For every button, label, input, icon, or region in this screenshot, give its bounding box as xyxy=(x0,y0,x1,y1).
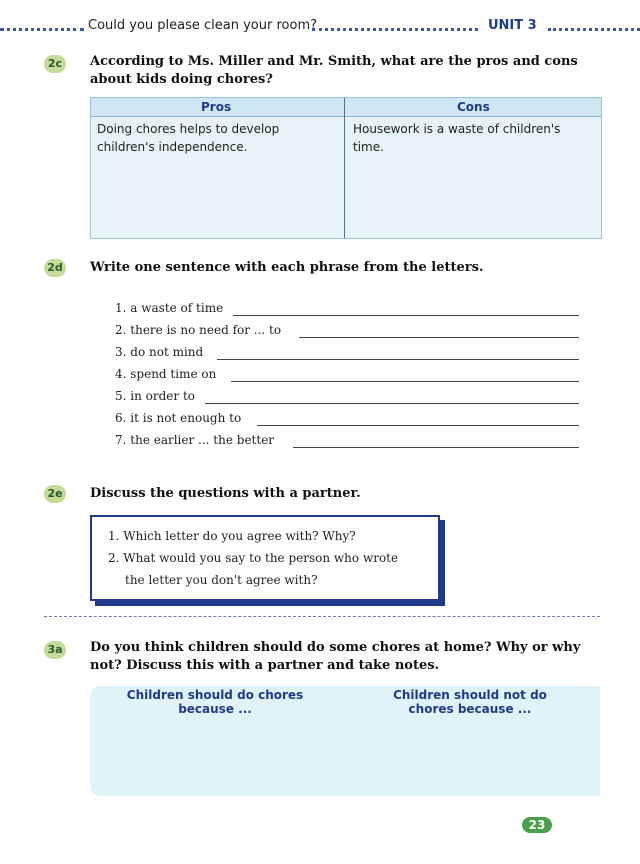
header-dots-right xyxy=(548,28,640,31)
phrase-row xyxy=(115,345,581,363)
cons-cell-line1: Housework is a waste of children's xyxy=(353,122,561,136)
answer-line[interactable] xyxy=(299,337,579,338)
phrase-text: 7. the earlier ... the better xyxy=(115,433,275,447)
question-2-continued: the letter you don't agree with? xyxy=(125,573,318,587)
phrase-row xyxy=(115,389,581,407)
instruction-2c xyxy=(90,53,578,89)
question-2: 2. What would you say to the person who wrote xyxy=(108,551,399,565)
badge-3a: 3a xyxy=(44,641,66,659)
notes-right-line1: Children should not do xyxy=(393,688,547,702)
header-dots-middle xyxy=(312,28,478,31)
instruction-2c-line2: about kids doing chores? xyxy=(90,72,273,87)
answer-line[interactable] xyxy=(233,315,579,316)
badge-2d: 2d xyxy=(44,259,66,277)
pros-cons-table xyxy=(90,97,602,239)
badge-2c: 2c xyxy=(44,55,66,73)
answer-line[interactable] xyxy=(293,447,579,448)
unit-label: UNIT 3 xyxy=(488,18,537,33)
column-divider xyxy=(344,98,345,238)
answer-line[interactable] xyxy=(257,425,579,426)
phrase-text: 5. in order to xyxy=(115,389,195,403)
discussion-questions-box xyxy=(90,515,440,601)
pros-header: Pros xyxy=(201,100,232,114)
phrase-text: 2. there is no need for ... to xyxy=(115,323,282,337)
phrase-row xyxy=(115,367,581,385)
instruction-3a xyxy=(90,639,580,675)
phrase-row xyxy=(115,411,581,429)
notes-left-line1: Children should do chores xyxy=(126,688,304,702)
cons-header: Cons xyxy=(457,100,490,114)
cons-cell[interactable] xyxy=(353,120,560,156)
answer-line[interactable] xyxy=(217,359,579,360)
table-header-row xyxy=(91,98,601,117)
instruction-2d: Write one sentence with each phrase from the letters. xyxy=(90,260,484,275)
notes-left-line2: because ... xyxy=(178,702,252,716)
phrase-row xyxy=(115,433,581,451)
badge-2e: 2e xyxy=(44,485,66,503)
instruction-2e: Discuss the questions with a partner. xyxy=(90,486,361,501)
phrase-text: 6. it is not enough to xyxy=(115,411,242,425)
question-1: 1. Which letter do you agree with? Why? xyxy=(108,529,356,543)
phrase-row xyxy=(115,323,581,341)
phrase-text: 4. spend time on xyxy=(115,367,217,381)
header-title: Could you please clean your room? xyxy=(88,18,318,33)
phrase-text: 3. do not mind xyxy=(115,345,204,359)
section-divider xyxy=(44,616,600,617)
instruction-3a-line2: not? Discuss this with a partner and take notes. xyxy=(90,658,440,673)
notes-box[interactable] xyxy=(90,686,600,796)
notes-right-heading xyxy=(370,688,570,716)
pros-cell-line1: Doing chores helps to develop xyxy=(97,122,280,136)
pros-cell-line2: children's independence. xyxy=(97,140,248,154)
instruction-2c-line1: According to Ms. Miller and Mr. Smith, what are the pros and cons xyxy=(90,54,578,69)
phrase-row xyxy=(115,301,581,319)
page-header xyxy=(0,18,640,40)
instruction-3a-line1: Do you think children should do some chores at home? Why or why xyxy=(90,640,581,655)
phrase-text: 1. a waste of time xyxy=(115,301,224,315)
header-dots-left xyxy=(0,28,84,31)
cons-cell-line2: time. xyxy=(353,140,384,154)
answer-line[interactable] xyxy=(231,381,579,382)
answer-line[interactable] xyxy=(205,403,579,404)
notes-left-heading xyxy=(110,688,320,716)
page-number: 23 xyxy=(522,817,552,833)
pros-cell[interactable] xyxy=(97,120,279,156)
notes-right-line2: chores because ... xyxy=(408,702,532,716)
